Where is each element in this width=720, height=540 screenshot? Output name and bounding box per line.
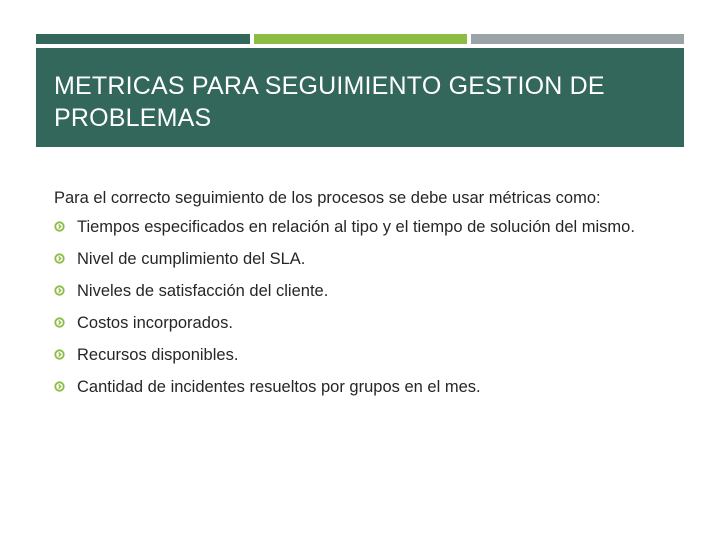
list-item-text: Recursos disponibles.	[77, 346, 239, 364]
circle-arrow-icon	[54, 317, 65, 328]
circle-arrow-icon	[54, 221, 65, 232]
intro-text: Para el correcto seguimiento de los procesos se debe usar métricas como:	[54, 189, 601, 207]
list-item	[54, 376, 674, 398]
circle-arrow-icon	[54, 349, 65, 360]
header-accent-bars	[36, 34, 684, 44]
list-item-text: Tiempos especificados en relación al tipo y el tiempo de solución del mismo.	[77, 218, 635, 236]
slide-title: METRICAS PARA SEGUIMIENTO GESTION DE PROBLEMAS	[54, 72, 605, 132]
list-item-text: Costos incorporados.	[77, 314, 233, 332]
metrics-list	[54, 216, 674, 398]
title-banner	[36, 48, 684, 147]
list-item	[54, 216, 674, 238]
accent-bar-light-green	[254, 34, 467, 44]
circle-arrow-icon	[54, 381, 65, 392]
circle-arrow-icon	[54, 253, 65, 264]
list-item-text: Cantidad de incidentes resueltos por grupos en el mes.	[77, 378, 481, 396]
list-item	[54, 280, 674, 302]
accent-bar-dark-green	[36, 34, 250, 44]
list-item-text: Nivel de cumplimiento del SLA.	[77, 250, 306, 268]
list-item	[54, 248, 674, 270]
accent-bar-gray	[471, 34, 684, 44]
list-item	[54, 312, 674, 334]
circle-arrow-icon	[54, 285, 65, 296]
list-item-text: Niveles de satisfacción del cliente.	[77, 282, 329, 300]
list-item	[54, 344, 674, 366]
